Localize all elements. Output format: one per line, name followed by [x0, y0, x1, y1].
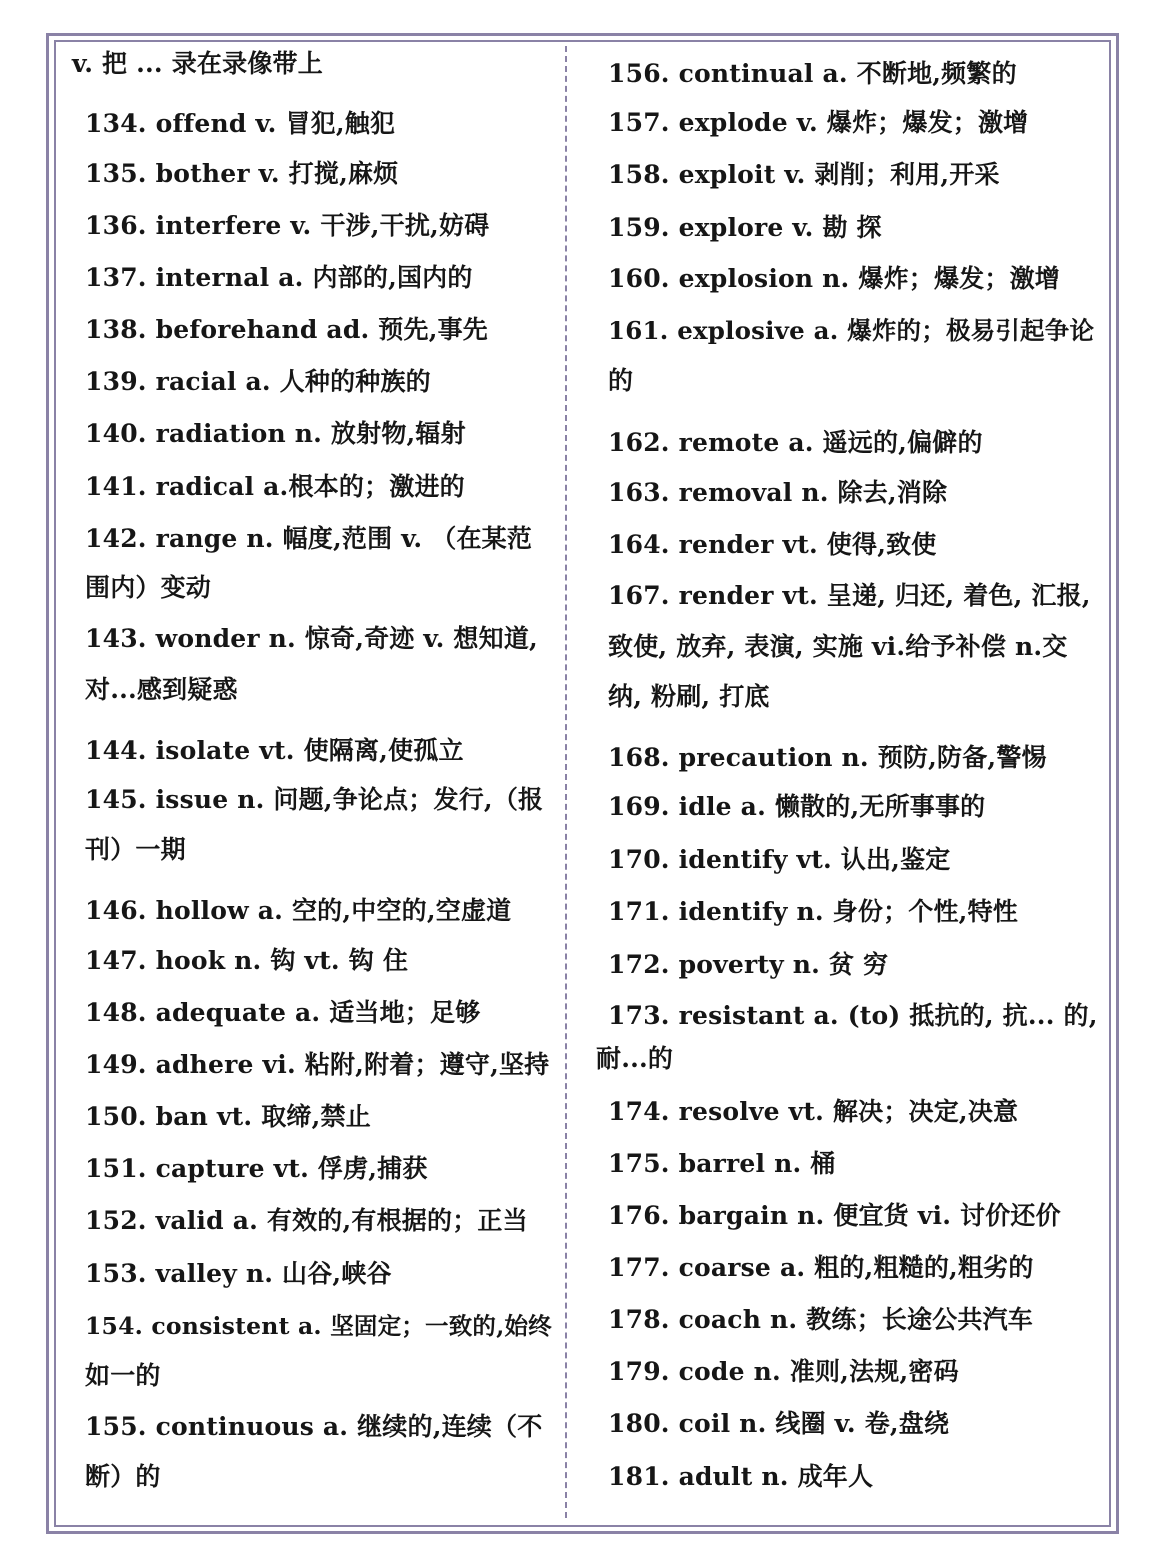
vocab-line: 168. precaution n. 预防,防备,警惕	[608, 743, 1047, 772]
vocab-line: 147. hook n. 钩 vt. 钩 住	[85, 946, 409, 975]
vocab-line: 161. explosive a. 爆炸的；极易引起争论	[608, 316, 1095, 345]
column-divider	[565, 46, 567, 1518]
vocab-line: 纳, 粉刷, 打底	[608, 682, 770, 711]
vocab-line: 153. valley n. 山谷,峡谷	[85, 1259, 392, 1288]
vocab-line: 的	[608, 366, 634, 395]
vocab-line: 142. range n. 幅度,范围 v. （在某范	[85, 524, 533, 553]
vocab-line: 如一的	[85, 1361, 161, 1390]
vocab-line: 160. explosion n. 爆炸；爆发；激增	[608, 264, 1060, 293]
vocab-line: 耐...的	[596, 1044, 674, 1073]
vocab-line: 158. exploit v. 剥削；利用,开采	[608, 160, 1000, 189]
vocab-line: 144. isolate vt. 使隔离,使孤立	[85, 736, 464, 765]
vocab-line: 171. identify n. 身份；个性,特性	[608, 897, 1018, 926]
vocab-line: 致使, 放弃, 表演, 实施 vi.给予补偿 n.交	[608, 632, 1068, 661]
vocab-line: 173. resistant a. (to) 抵抗的, 抗... 的,	[608, 1001, 1098, 1030]
vocab-line: 141. radical a.根本的；激进的	[85, 472, 465, 501]
vocab-line: 139. racial a. 人种的种族的	[85, 367, 431, 396]
vocab-line: 136. interfere v. 干涉,干扰,妨碍	[85, 211, 490, 240]
vocab-line: 174. resolve vt. 解决；决定,决意	[608, 1097, 1019, 1126]
vocab-line: 175. barrel n. 桶	[608, 1149, 836, 1178]
vocab-line: 145. issue n. 问题,争论点；发行,（报	[85, 785, 544, 814]
vocab-line: 180. coil n. 线圈 v. 卷,盘绕	[608, 1409, 950, 1438]
vocab-line: 140. radiation n. 放射物,辐射	[85, 419, 466, 448]
vocab-line: 156. continual a. 不断地,频繁的	[608, 59, 1017, 88]
vocab-line: 157. explode v. 爆炸；爆发；激增	[608, 108, 1029, 137]
vocab-line: 刊）一期	[85, 835, 186, 864]
vocab-line: 146. hollow a. 空的,中空的,空虚道	[85, 896, 512, 925]
vocab-line: 143. wonder n. 惊奇,奇迹 v. 想知道,	[85, 624, 538, 653]
vocab-line: 177. coarse a. 粗的,粗糙的,粗劣的	[608, 1253, 1034, 1282]
vocab-line: 134. offend v. 冒犯,触犯	[85, 109, 396, 138]
vocab-line: 148. adequate a. 适当地；足够	[85, 998, 481, 1027]
vocab-line: 162. remote a. 遥远的,偏僻的	[608, 428, 983, 457]
vocab-line: 179. code n. 准则,法规,密码	[608, 1357, 959, 1386]
vocab-line: 159. explore v. 勘 探	[608, 213, 882, 242]
vocab-line: 152. valid a. 有效的,有根据的；正当	[85, 1206, 528, 1235]
vocab-line: 163. removal n. 除去,消除	[608, 478, 948, 507]
vocab-line: 对...感到疑惑	[85, 675, 238, 704]
vocab-line: 181. adult n. 成年人	[608, 1462, 874, 1491]
vocab-line: v. 把 ... 录在录像带上	[72, 49, 323, 78]
vocab-line: 137. internal a. 内部的,国内的	[85, 263, 473, 292]
vocab-line: 断）的	[85, 1462, 161, 1491]
vocab-line: 178. coach n. 教练；长途公共汽车	[608, 1305, 1033, 1334]
vocab-line: 170. identify vt. 认出,鉴定	[608, 845, 951, 874]
vocab-line: 135. bother v. 打搅,麻烦	[85, 159, 399, 188]
vocab-line: 154. consistent a. 坚固定；一致的,始终	[85, 1312, 552, 1340]
vocab-line: 围内）变动	[85, 573, 212, 602]
vocab-line: 150. ban vt. 取缔,禁止	[85, 1102, 371, 1131]
vocab-line: 155. continuous a. 继续的,连续（不	[85, 1412, 543, 1441]
vocab-line: 149. adhere vi. 粘附,附着；遵守,坚持	[85, 1050, 550, 1079]
vocab-line: 172. poverty n. 贫 穷	[608, 950, 889, 979]
vocab-line: 169. idle a. 懒散的,无所事事的	[608, 792, 986, 821]
vocab-line: 167. render vt. 呈递, 归还, 着色, 汇报,	[608, 581, 1091, 610]
vocab-line: 176. bargain n. 便宜货 vi. 讨价还价	[608, 1201, 1061, 1230]
vocab-line: 138. beforehand ad. 预先,事先	[85, 315, 489, 344]
vocab-line: 164. render vt. 使得,致使	[608, 530, 937, 559]
vocab-line: 151. capture vt. 俘虏,捕获	[85, 1154, 428, 1183]
